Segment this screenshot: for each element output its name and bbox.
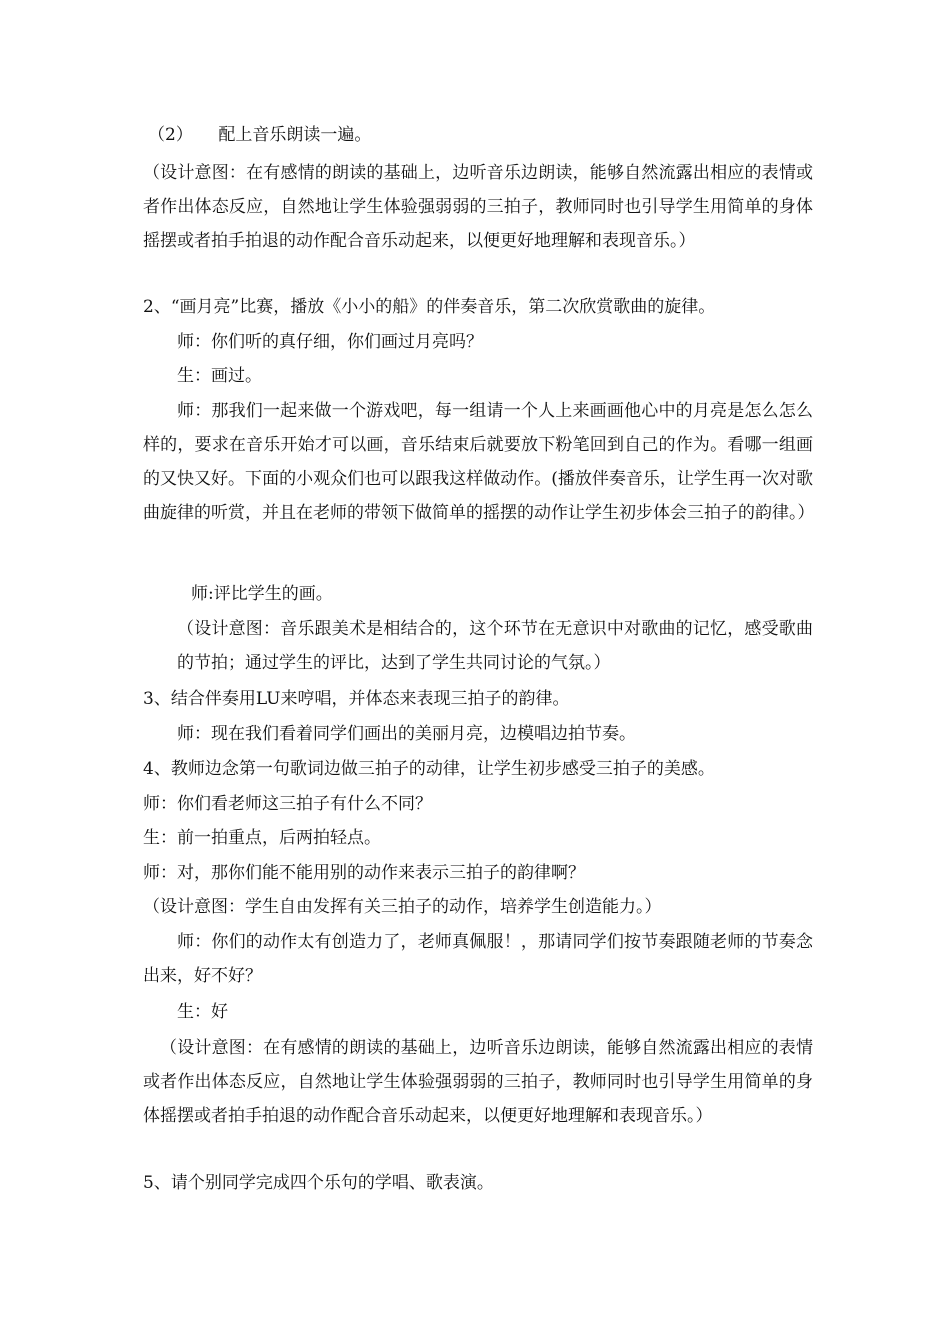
paragraph-teacher-evaluate: 师:评比学生的画。 (191, 584, 333, 604)
paragraph-teacher-question-moon: 师：你们听的真仔细，你们画过月亮吗？ (177, 332, 483, 352)
paragraph-item-5-perform: 5、请个别同学完成四个乐句的学唱、歌表演。 (143, 1173, 494, 1193)
paragraph-item-4-three-beat: 4、教师边念第一句歌词边做三拍子的动律，让学生初步感受三拍子的美感。 (143, 759, 715, 779)
paragraph-teacher-ask-other-moves: 师：对，那你们能不能用别的动作来表示三拍子的韵律啊？ (143, 863, 585, 883)
paragraph-step-2-read-with-music: （2） 配上音乐朗读一遍。 (148, 125, 372, 145)
paragraph-item-3-hum-lu: 3、结合伴奏用LU来哼唱，并体态来表现三拍子的韵律。 (143, 689, 570, 709)
paragraph-teacher-praise: 师：你们的动作太有创造力了，老师真佩服！，那请同学们按节奏跟随老师的节奏念出来，好不好？ (143, 932, 813, 986)
paragraph-student-answer-drawn: 生：画过。 (177, 366, 262, 386)
paragraph-teacher-hum-clap: 师：现在我们看着同学们画出的美丽月亮，边模唱边拍节奏。 (177, 724, 636, 744)
paragraph-design-intent-2: （设计意图：音乐跟美术是相结合的，这个环节在无意识中对歌曲的记忆，感受歌曲的节拍；通过学生的评比，达到了学生共同讨论的气氛。） (177, 619, 813, 673)
paragraph-teacher-ask-difference: 师：你们看老师这三拍子有什么不同？ (143, 794, 432, 814)
paragraph-design-intent-4: （设计意图：在有感情的朗读的基础上，边听音乐边朗读，能够自然流露出相应的表情或者作出体态反应，自然地让学生体验强弱弱的三拍子，教师同时也引导学生用简单的身体摇摆或者拍手拍退的动作配合音乐动起来，以便更好地理解和表现音乐。） (143, 1038, 813, 1126)
paragraph-design-intent-3: （设计意图：学生自由发挥有关三拍子的动作，培养学生创造能力。） (143, 897, 662, 917)
paragraph-teacher-game-instructions: 师：那我们一起来做一个游戏吧，每一组请一个人上来画画他心中的月亮是怎么怎么样的，要求在音乐开始才可以画，音乐结束后就要放下粉笔回到自己的作为。看哪一组画的又快又好。下面的小观众们也可以跟我这样做动作。(播放伴奏音乐，让学生再一次对歌曲旋律的听赏，并且在老师的带领下做简单的摇摆的动作让学生初步体会三拍子的韵律。） (143, 401, 815, 523)
paragraph-design-intent-1: （设计意图：在有感情的朗读的基础上，边听音乐边朗读，能够自然流露出相应的表情或者作出体态反应，自然地让学生体验强弱弱的三拍子，教师同时也引导学生用简单的身体摇摆或者拍手拍退的动作配合音乐动起来，以便更好地理解和表现音乐。） (143, 163, 813, 251)
paragraph-item-2-draw-moon: 2、“画月亮”比赛，播放《小小的船》的伴奏音乐，第二次欣赏歌曲的旋律。 (143, 297, 716, 317)
paragraph-student-answer-beats: 生：前一拍重点，后两拍轻点。 (143, 828, 381, 848)
paragraph-student-answer-ok: 生：好 (177, 1002, 228, 1022)
